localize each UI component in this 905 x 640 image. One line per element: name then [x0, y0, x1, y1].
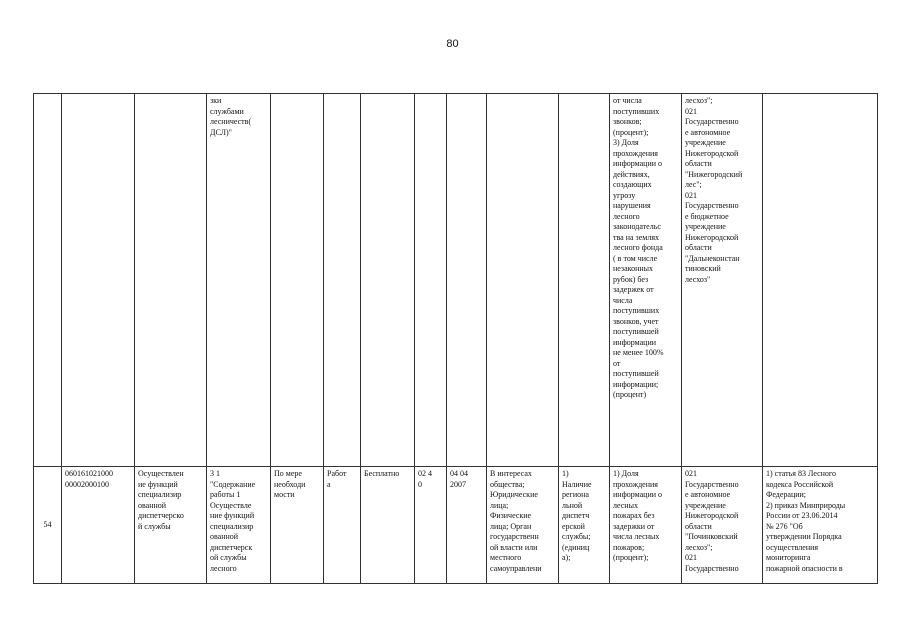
cell-institutions: лесхоз"; 021 Государственно е автономное учреждение Нижегородской области "Нижегородский лес"; 021 Государственно е бюджетное учреждение Нижегородской области "Дальнеконстан тиновский лесхоз": [682, 94, 763, 467]
cell-consumers: [487, 94, 559, 467]
cell-date: 04 04 2007: [447, 467, 487, 584]
cell-code: [415, 94, 447, 467]
cell-consumers: В интересах общества; Юридические лица; Физические лица; Орган государственн ой власти или местного самоуправлени: [487, 467, 559, 584]
table-row: [34, 94, 878, 467]
cell-type: [324, 94, 361, 467]
cell-institutions: 021 Государственно е автономное учреждение Нижегородской области "Починковский лесхоз"; 021 Государственно: [682, 467, 763, 584]
cell-periodicity: По мере необходи мости: [271, 467, 324, 584]
cell-work-content: зки службами лесничеств( ДСЛ)": [207, 94, 271, 467]
cell-work-content: 3 1 "Содержание работы 1 Осуществле ние функций специализир ованной диспетчерск ой службы лесного: [207, 467, 271, 584]
cell-payment: [361, 94, 415, 467]
registry-table: [33, 93, 878, 584]
cell-number: [34, 94, 62, 467]
cell-type: Работ а: [324, 467, 361, 584]
cell-service-name: Осуществлен ие функций специализир ованной диспетчерско й службы: [135, 467, 207, 584]
cell-periodicity: [271, 94, 324, 467]
cell-quality-indicator: 1) Доля прохождения информации о лесных пожарах без задержки от числа лесных пожаров; (процент);: [610, 467, 682, 584]
cell-volume-indicator: 1) Наличие региона льной диспетч ерской службы; (единиц а);: [559, 467, 610, 584]
cell-payment: Бесплатно: [361, 467, 415, 584]
cell-volume-indicator: [559, 94, 610, 467]
cell-registry-code: 060161021000 00002000100: [62, 467, 135, 584]
cell-service-name: [135, 94, 207, 467]
cell-legal-basis: [763, 94, 878, 467]
cell-code: 02 4 0: [415, 467, 447, 584]
cell-registry-code: [62, 94, 135, 467]
cell-quality-indicator: от числа поступивших звонков; (процент); 3) Доля прохождения информации о действиях, создающих угрозу нарушения лесного законодательс тва на землях лесного фонда ( в том числе незаконных рубок) без задержек от числа поступивших звонков, учет поступившей информации не менее 100% от поступившей информации; (процент): [610, 94, 682, 467]
cell-legal-basis: 1) статья 83 Лесного кодекса Российской Федерации; 2) приказ Минприроды России от 23.06.2014 № 276 "Об утверждении Порядка осуществления мониторинга пожарной опасности в: [763, 467, 878, 584]
cell-number: 54: [34, 467, 62, 584]
page-number: 80: [446, 38, 459, 50]
cell-date: [447, 94, 487, 467]
table-row: [34, 467, 878, 584]
